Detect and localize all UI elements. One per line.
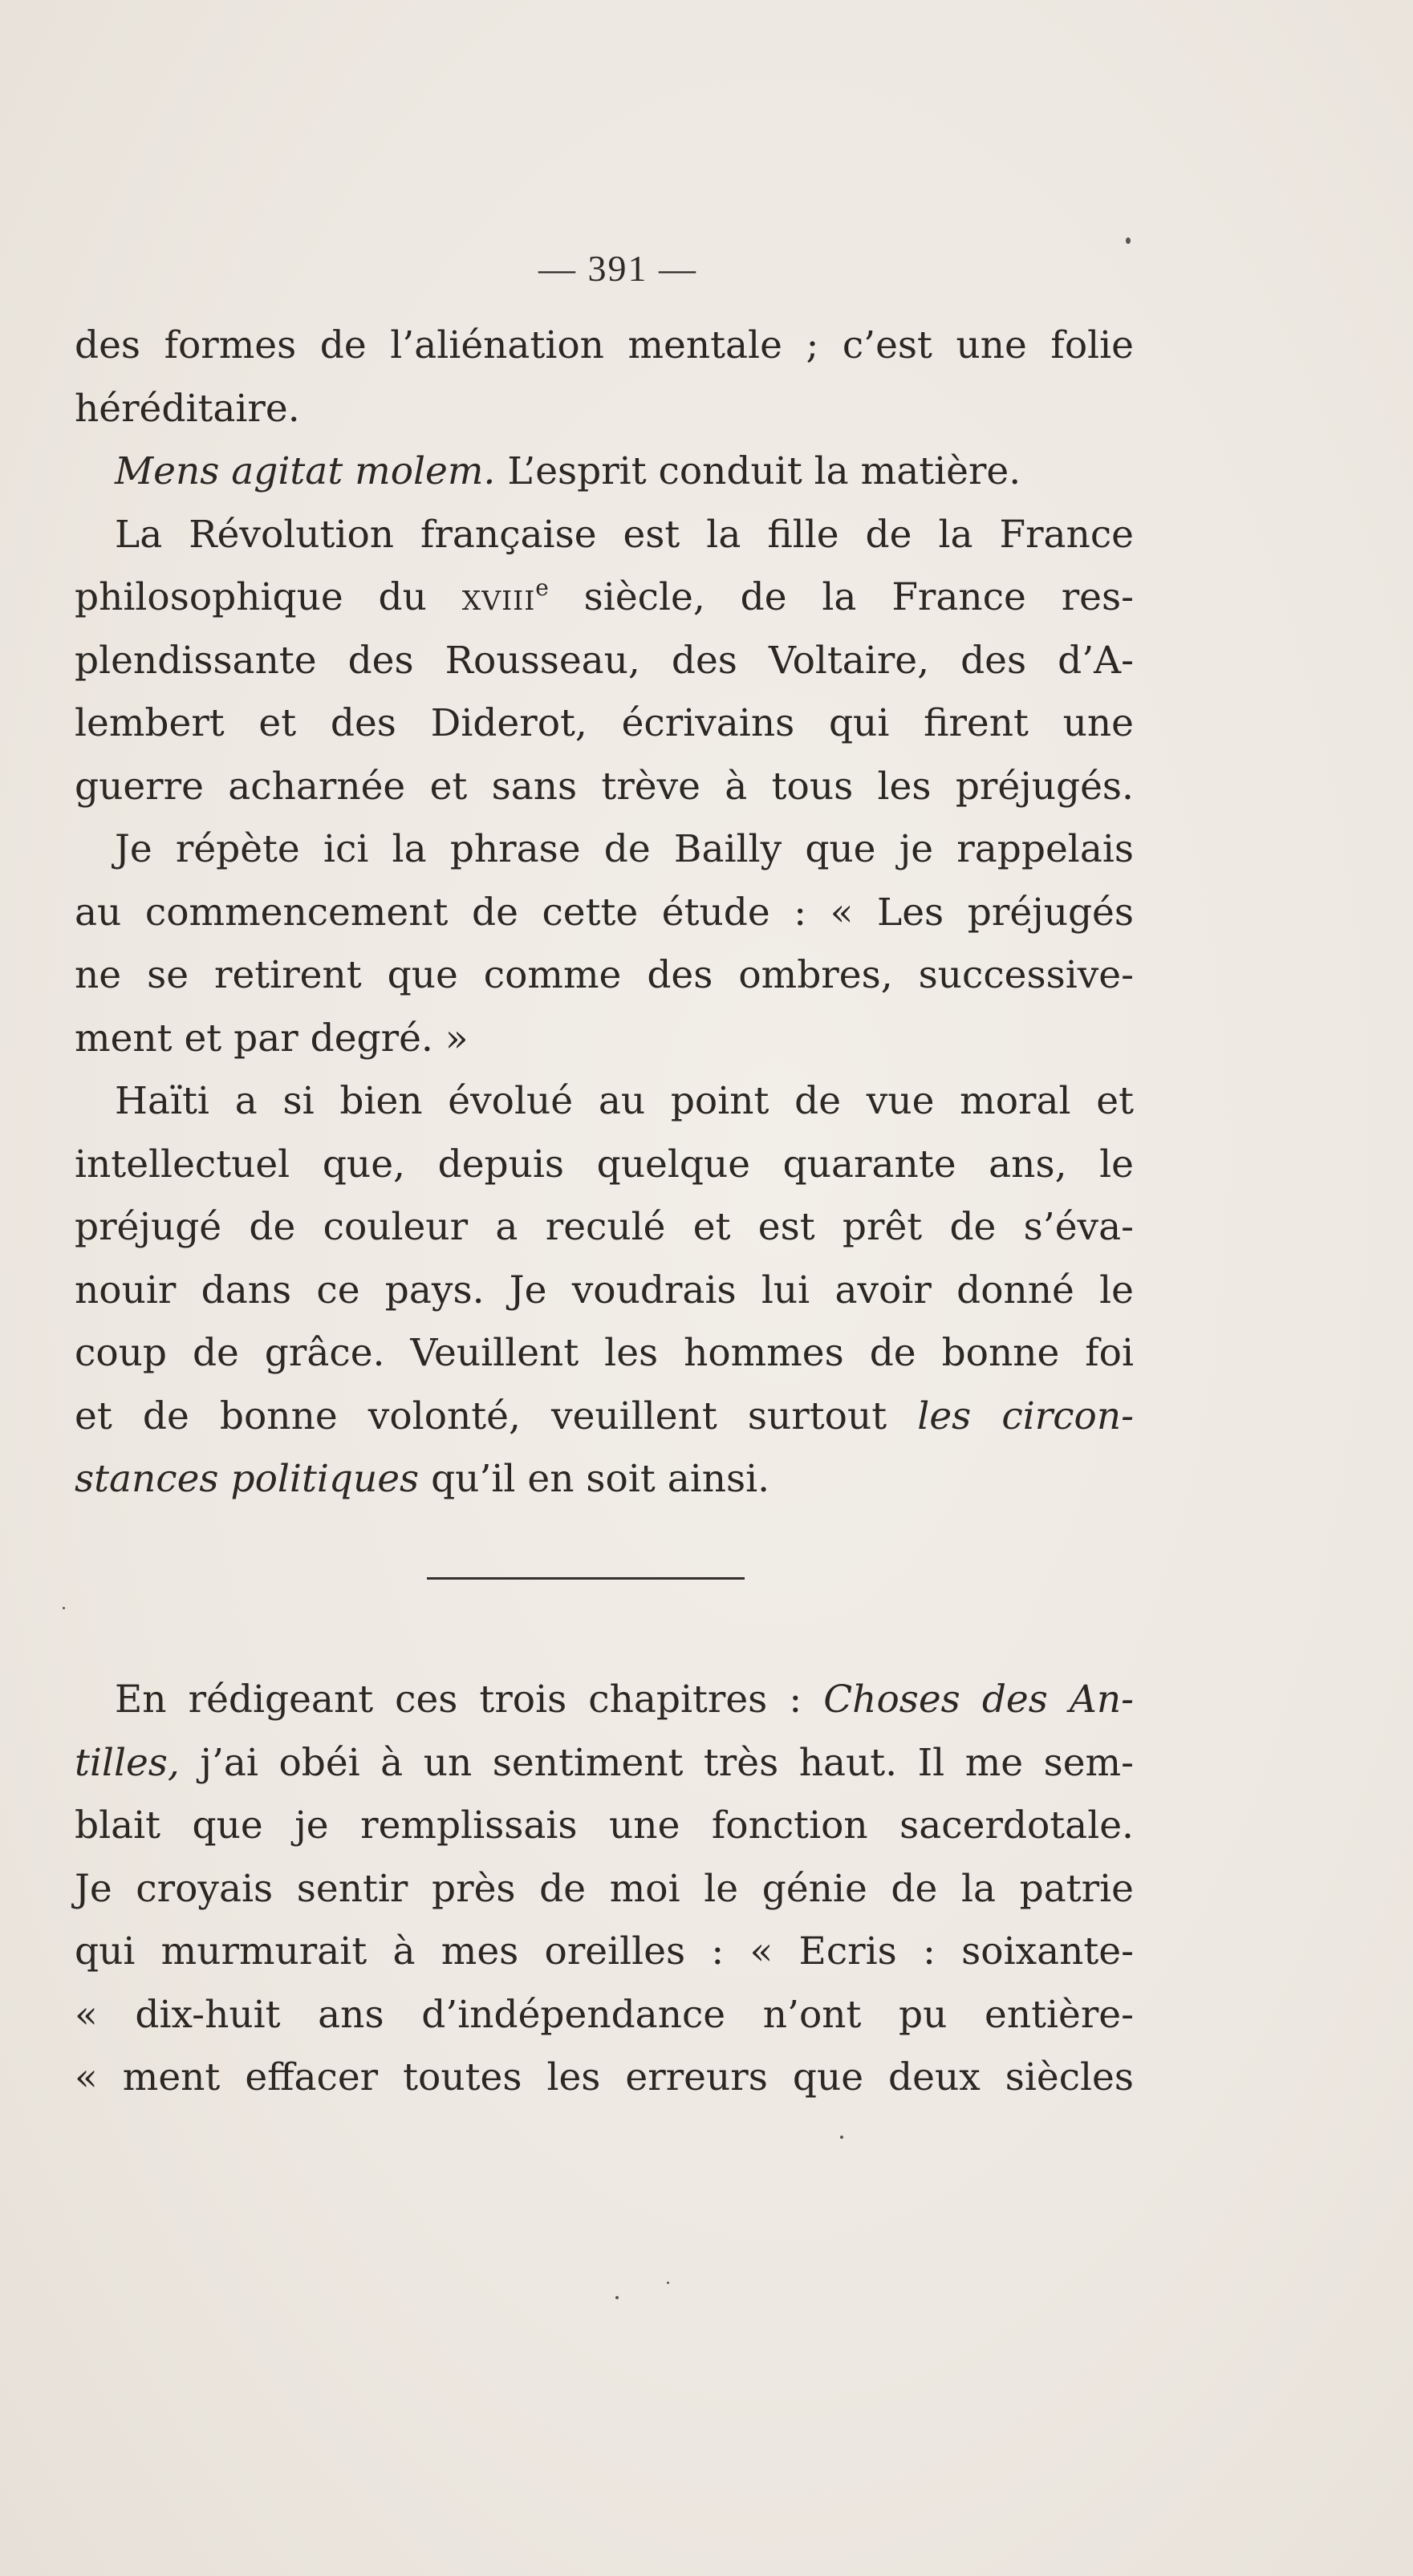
text-line: Je répète ici la phrase de Bailly que je rappelais (115, 827, 1134, 871)
text-line: blait que je remplissais une fonction sacerdotale. (75, 1803, 1134, 1848)
text-block-lower (75, 1669, 1134, 2110)
text-line: En rédigeant ces trois chapitres : Choses des An- (115, 1677, 1134, 1722)
text-line: La Révolution française est la fille de la France (115, 512, 1134, 557)
century-numeral: xviii (461, 575, 536, 619)
paper-speck (667, 2282, 669, 2284)
book-title: Choses des An- (823, 1677, 1134, 1722)
text-line: lembert et des Diderot, écrivains qui firent une (75, 701, 1134, 745)
text-line: qui murmurait à mes oreilles : « Ecris : soixante- (75, 1929, 1134, 1974)
text-line: guerre acharnée et sans trève à tous les préjugés. (75, 764, 1134, 809)
paper-speck (840, 2136, 843, 2139)
text-line: philosophique du xviii$^e$ siècle, de la France res- (75, 574, 1134, 619)
text-line: « ment effacer toutes les erreurs que deux siècles (75, 2055, 1134, 2099)
page-number: — 391 — (538, 248, 697, 289)
text-line: ment et par degré. » (75, 1016, 469, 1061)
text-line: et de bonne volonté, veuillent surtout les circon- (75, 1393, 1134, 1438)
text-line: préjugé de couleur a reculé et est prêt de s’éva- (75, 1205, 1134, 1249)
text-line: Haïti a si bien évolué au point de vue moral et (115, 1079, 1134, 1123)
text-line: « dix-huit ans d’indépendance n’ont pu entière- (75, 1992, 1134, 2037)
text-line: héréditaire. (75, 386, 300, 431)
text-line: Mens agitat molem. L’esprit conduit la matière. (115, 449, 1021, 493)
text-line: coup de grâce. Veuillent les hommes de bonne foi (75, 1331, 1134, 1375)
text-line: stances politiques qu’il en soit ainsi. (75, 1457, 770, 1501)
text-line: des formes de l’aliénation mentale ; c’est une folie (75, 323, 1134, 367)
paper-speck (1126, 237, 1131, 244)
text-line: tilles, j’ai obéi à un sentiment très haut. Il me sem- (75, 1740, 1134, 1785)
latin-quote: Mens agitat molem. (115, 449, 496, 493)
paper-speck (615, 2296, 619, 2299)
section-divider (427, 1577, 745, 1580)
text-line: intellectuel que, depuis quelque quarante ans, le (75, 1142, 1134, 1187)
text-line: Je croyais sentir près de moi le génie de la patrie (75, 1866, 1134, 1911)
text-line: nouir dans ce pays. Je voudrais lui avoir donné le (75, 1268, 1134, 1312)
text-line: plendissante des Rousseau, des Voltaire, des d’A- (75, 638, 1134, 683)
text-line: au commencement de cette étude : « Les préjugés (75, 890, 1134, 935)
text-line: ne se retirent que comme des ombres, successive- (75, 953, 1134, 997)
paper-speck (63, 1607, 65, 1609)
text-block-upper (75, 314, 1134, 1511)
